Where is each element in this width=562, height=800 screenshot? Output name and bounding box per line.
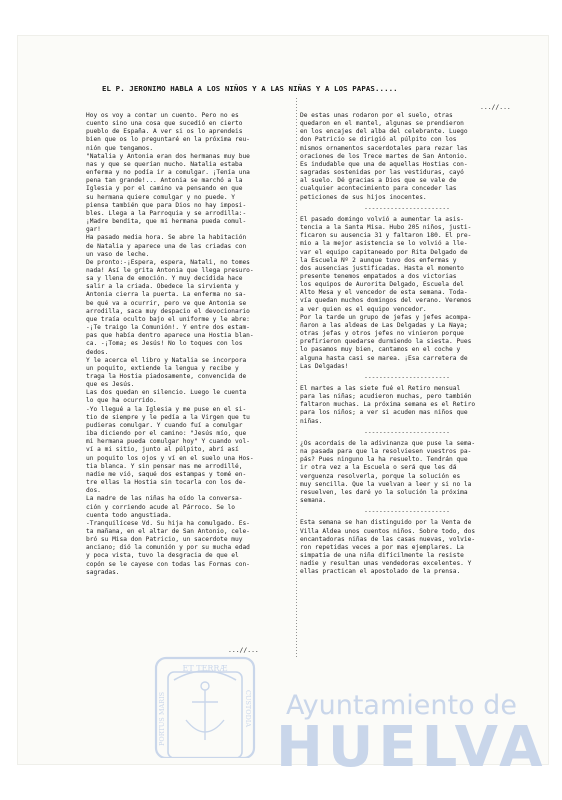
separator-rule: ----------------------- bbox=[364, 428, 450, 436]
text-line: tia blanca. Y sin pensar mas me arrodillé, bbox=[86, 462, 243, 470]
seal-top-text: ET TERRÆ bbox=[182, 664, 228, 673]
text-line: piensa también que para Dios no hay imposi- bbox=[86, 201, 247, 209]
seal-right-text: CUSTODIA bbox=[244, 690, 252, 728]
text-line: cuento sino una cosa que sucedió en cierto bbox=[86, 120, 243, 128]
separator-rule: ----------------------- bbox=[364, 508, 450, 516]
text-line: Por la tarde un grupo de jefas y jefes acompa- bbox=[300, 313, 472, 321]
text-line: Iglesia y por el camino va pensando en que bbox=[86, 185, 243, 193]
separator-rule: ----------------------- bbox=[364, 373, 450, 381]
text-line: var el equipo capitaneado por Rita Delgado de bbox=[300, 248, 468, 256]
text-line: pueblo de España. A ver si os lo aprendeis bbox=[86, 128, 243, 136]
text-line: De pronto:-¡Espera, espera, Natali, no tomes bbox=[86, 258, 250, 266]
text-line: -¡Te traigo la Comunión!. Y entre dos estam- bbox=[86, 324, 250, 332]
text-line: arrodilla, saca muy despacio el devocionario bbox=[86, 307, 250, 315]
text-line: Alto Mesa y el vencedor de esta semana. Toda- bbox=[300, 289, 468, 297]
text-line: tre ellas la Hostia sin tocarla con los de- bbox=[86, 479, 247, 487]
text-line: Hoy os voy a contar un cuento. Pero no es bbox=[86, 112, 239, 119]
text-line: Esta semana se han distinguido por la Venta de bbox=[300, 519, 472, 527]
text-line: simpatía de una niña difícilmente la resiste bbox=[300, 551, 464, 559]
text-line: ción y corriendo acude al Párroco. Se lo bbox=[86, 503, 236, 511]
seal-left-text: PORTUS MARIS bbox=[158, 691, 166, 746]
text-line: traga la Hostia piadosamente, convencida de bbox=[86, 373, 247, 380]
text-line: "Natalia y Antonia eran dos hermanas muy bue bbox=[86, 152, 250, 160]
text-line: alguna hasta casi se marea. ¡Esa carretera de bbox=[300, 354, 468, 362]
text-line: nión que tengamos. bbox=[86, 144, 154, 152]
text-line: na pasada para que la resolviesen vuestros pa- bbox=[300, 448, 472, 456]
text-line: Las Delgadas! bbox=[300, 362, 349, 370]
text-line: nas y que se querían mucho. Natalia estaba bbox=[86, 160, 243, 168]
text-line: tio de siempre y le pedía a la Virgen que tu bbox=[86, 413, 250, 421]
text-line: cualquier acontecimiento para conceder las bbox=[300, 185, 457, 193]
text-line: cuenta todo angustiada. bbox=[86, 511, 172, 519]
text-line: pas que había dentro aparece una Hostia blan- bbox=[86, 332, 254, 340]
text-line: gar! bbox=[86, 226, 101, 234]
text-line: lo que ha ocurrido. bbox=[86, 397, 157, 405]
text-line: y poca vista, tuvo la desgracia de que el bbox=[86, 552, 239, 560]
text-line: la Escuela Nº 2 aunque tuvo dos enfermas y bbox=[300, 256, 457, 264]
right-paragraph-1 bbox=[300, 112, 514, 202]
text-line: El martes a las siete fué el Retiro mensual bbox=[300, 385, 461, 392]
text-line: verguenza resolverla, porque la solución es bbox=[300, 472, 461, 480]
text-line: be qué va a ocurrir, pero ve que Antonia se bbox=[86, 299, 247, 307]
text-line: su hermana quiere comulgar y no puede. Y bbox=[86, 193, 236, 201]
text-line: un poquito, extiende la lengua y recibe y bbox=[86, 364, 239, 372]
text-line: tencia a la Santa Misa. Hubo 205 niños, justi- bbox=[300, 224, 472, 232]
text-line: presente tenemos empatados a dos victorias bbox=[300, 272, 457, 280]
text-line: de Natalia y aparece una de las criadas con bbox=[86, 242, 247, 250]
text-line: para los niños; a ver si acuden mas niños que bbox=[300, 409, 468, 417]
text-line: lo pasamos muy bien, cantamos en el coche y bbox=[300, 346, 461, 354]
text-line: iba diciendo por el camino: "Jesús mío, que bbox=[86, 430, 247, 438]
text-line: los equipos de Aurorita Delgado, Escuela del bbox=[300, 281, 464, 289]
text-line: vía quedan muchos domingos del verano. Veremos bbox=[300, 297, 472, 305]
text-line: Es indudable que una de aquellas Hostias con- bbox=[300, 160, 468, 168]
left-column bbox=[86, 112, 294, 577]
separator-rule: ----------------------- bbox=[364, 204, 450, 212]
text-line: -Tranquilícese Vd. Su hija ha comulgado. Es- bbox=[86, 519, 250, 527]
text-line: sagradas. bbox=[86, 568, 120, 576]
text-line: prefirieron quedarse durmiendo la siesta. Pues bbox=[300, 338, 472, 346]
right-paragraph-5 bbox=[300, 519, 514, 576]
text-line: al suelo. Dé gracias a Dios que se vale de bbox=[300, 177, 457, 185]
text-line: que traía oculto bajo el uniforme y le abre: bbox=[86, 315, 250, 323]
right-paragraph-2 bbox=[300, 216, 514, 371]
text-line: salir a la criada. Obedece la sirvienta y bbox=[86, 283, 239, 291]
text-line: ca. -¡Toma; es Jesús! No lo toques con los bbox=[86, 340, 243, 348]
text-line: nada! Así le grita Antonia que llega presuro- bbox=[86, 266, 254, 274]
text-line: ¿Os acordais de la adivinanza que puse la sema- bbox=[300, 439, 476, 447]
text-line: ellas practican el apostolado de la prensa. bbox=[300, 568, 461, 576]
text-line: El pasado domingo volvió a aumentar la asis- bbox=[300, 215, 464, 223]
text-line: nadie y resultan unas vendedoras excelentes. Y bbox=[300, 560, 472, 568]
right-paragraph-4 bbox=[300, 440, 514, 505]
text-line: a ver quien es el equipo vencedor. bbox=[300, 305, 427, 313]
text-line: ir otra vez a la Escuela o será que les dá bbox=[300, 464, 457, 472]
left-column-text bbox=[86, 112, 294, 577]
text-line: en los encajes del alba del celebrante. Luego bbox=[300, 128, 468, 136]
column-divider bbox=[296, 98, 297, 658]
text-line: ron repetidas veces a por mas ejemplares. La bbox=[300, 543, 464, 551]
text-line: mio a la mejor asistencia se lo volvió a lle- bbox=[300, 240, 468, 248]
text-line: -Yo llegué a la Iglesia y me puse en el si- bbox=[86, 405, 247, 413]
huelva-seal-watermark bbox=[146, 654, 264, 758]
text-line: pás? Pues ninguno la ha resuelto. Tendrán que bbox=[300, 456, 468, 464]
continuation-marker-top: ...//... bbox=[480, 103, 511, 111]
text-line: dos. bbox=[86, 487, 101, 495]
text-line: ví a mi sitio, junto al púlpito, abrí así bbox=[86, 446, 239, 454]
continuation-marker-bottom: ...//... bbox=[228, 646, 259, 654]
text-line: ¡Madre bendita, que mi hermana pueda comul- bbox=[86, 218, 247, 226]
text-line: De estas unas rodaron por el suelo, otras bbox=[300, 112, 453, 119]
text-line: anciano; dió la comunión y por su mucha edad bbox=[86, 544, 250, 552]
text-line: peticiones de sus hijos inocentes. bbox=[300, 193, 427, 201]
text-line: nadie me vió, saqué dos estampas y tomé en- bbox=[86, 470, 247, 478]
text-line: dedos. bbox=[86, 348, 109, 356]
text-line: pena tan grande!... Antonia se marchó a la bbox=[86, 177, 243, 185]
text-line: Las dos quedan en silencio. Luego le cuenta bbox=[86, 389, 247, 397]
right-paragraph-3 bbox=[300, 385, 514, 426]
document-title: EL P. JERONIMO HABLA A LOS NIÑOS Y A LAS NIÑAS Y A LOS PAPAS..... bbox=[102, 84, 398, 93]
text-line: quedaron en el mantel, algunas se prendieron bbox=[300, 120, 464, 128]
text-line: dos ausencias justificadas. Hasta el momento bbox=[300, 264, 464, 272]
text-line: don Patricio se dirigió al púlpito con los bbox=[300, 136, 457, 144]
text-line: ficaron su ausencia 31 y faltaron 180. El pre- bbox=[300, 232, 472, 240]
text-line: La madre de las niñas ha oído la conversa- bbox=[86, 495, 243, 503]
text-line: que es Jesús. bbox=[86, 381, 135, 389]
text-line: ta mañana, en el altar de San Antonio, cele- bbox=[86, 527, 250, 535]
text-line: un vaso de leche. bbox=[86, 250, 150, 258]
text-line: Villa Aldea unos cuentos niños. Sobre todo, dos bbox=[300, 527, 476, 535]
text-line: copón se le cayese con todas las Formas con- bbox=[86, 560, 250, 568]
text-line: Antonia cierra la puerta. La enferma no sa- bbox=[86, 291, 247, 299]
text-line: bles. Llega a la Parroquia y se arrodilla:- bbox=[86, 209, 247, 217]
watermark-huelva: HUELVA bbox=[276, 715, 548, 780]
text-line: niñas. bbox=[300, 417, 323, 425]
text-line: faltaron muchas. La próxima semana es el Retiro bbox=[300, 401, 476, 409]
text-line: bró su Misa don Patricio, un sacerdote muy bbox=[86, 536, 243, 544]
text-line: sa y llena de emoción. Y muy decidida hace bbox=[86, 275, 243, 283]
text-line: sagradas sostenidas por las vestiduras, cayó bbox=[300, 169, 464, 177]
text-line: semana. bbox=[300, 497, 327, 505]
text-line: para las niñas; acudieron muchas, pero también bbox=[300, 393, 472, 401]
text-line: un poquito los ojos y ví en el suelo una Hos- bbox=[86, 454, 254, 462]
text-line: enferma y no podía ir a comulgar. ¡Tenía una bbox=[86, 169, 250, 177]
text-line: otras jefas y otros jefes no vinieron porque bbox=[300, 330, 464, 338]
text-line: pudieras comulgar. Y cuando fuí a comulgar bbox=[86, 421, 243, 429]
text-line: resuelven, les daré yo la solución la próxima bbox=[300, 488, 468, 496]
text-line: oraciones de los Trece martes de San Antonio. bbox=[300, 152, 468, 160]
watermark-ayuntamiento: Ayuntamiento de bbox=[286, 690, 517, 721]
text-line: mismos ornamentos sacerdotales para rezar las bbox=[300, 144, 468, 152]
text-line: Ha pasado media hora. Se abre la habitación bbox=[86, 234, 247, 242]
text-line: ñaron a las aldeas de Las Delgadas y La Naya; bbox=[300, 321, 468, 329]
text-line: Y le acerca el libro y Natalia se incorpora bbox=[86, 356, 247, 364]
text-line: bien que os lo preguntaré en la próxima reu- bbox=[86, 136, 250, 144]
text-line: mi hermana pueda comulgar hoy" Y cuando vol- bbox=[86, 438, 250, 446]
text-line: muy sencilla. Que la vuelvan a leer y si no la bbox=[300, 480, 472, 488]
text-line: encantadoras niñas de las casas nuevas, volvie- bbox=[300, 535, 476, 543]
right-column bbox=[300, 112, 514, 576]
